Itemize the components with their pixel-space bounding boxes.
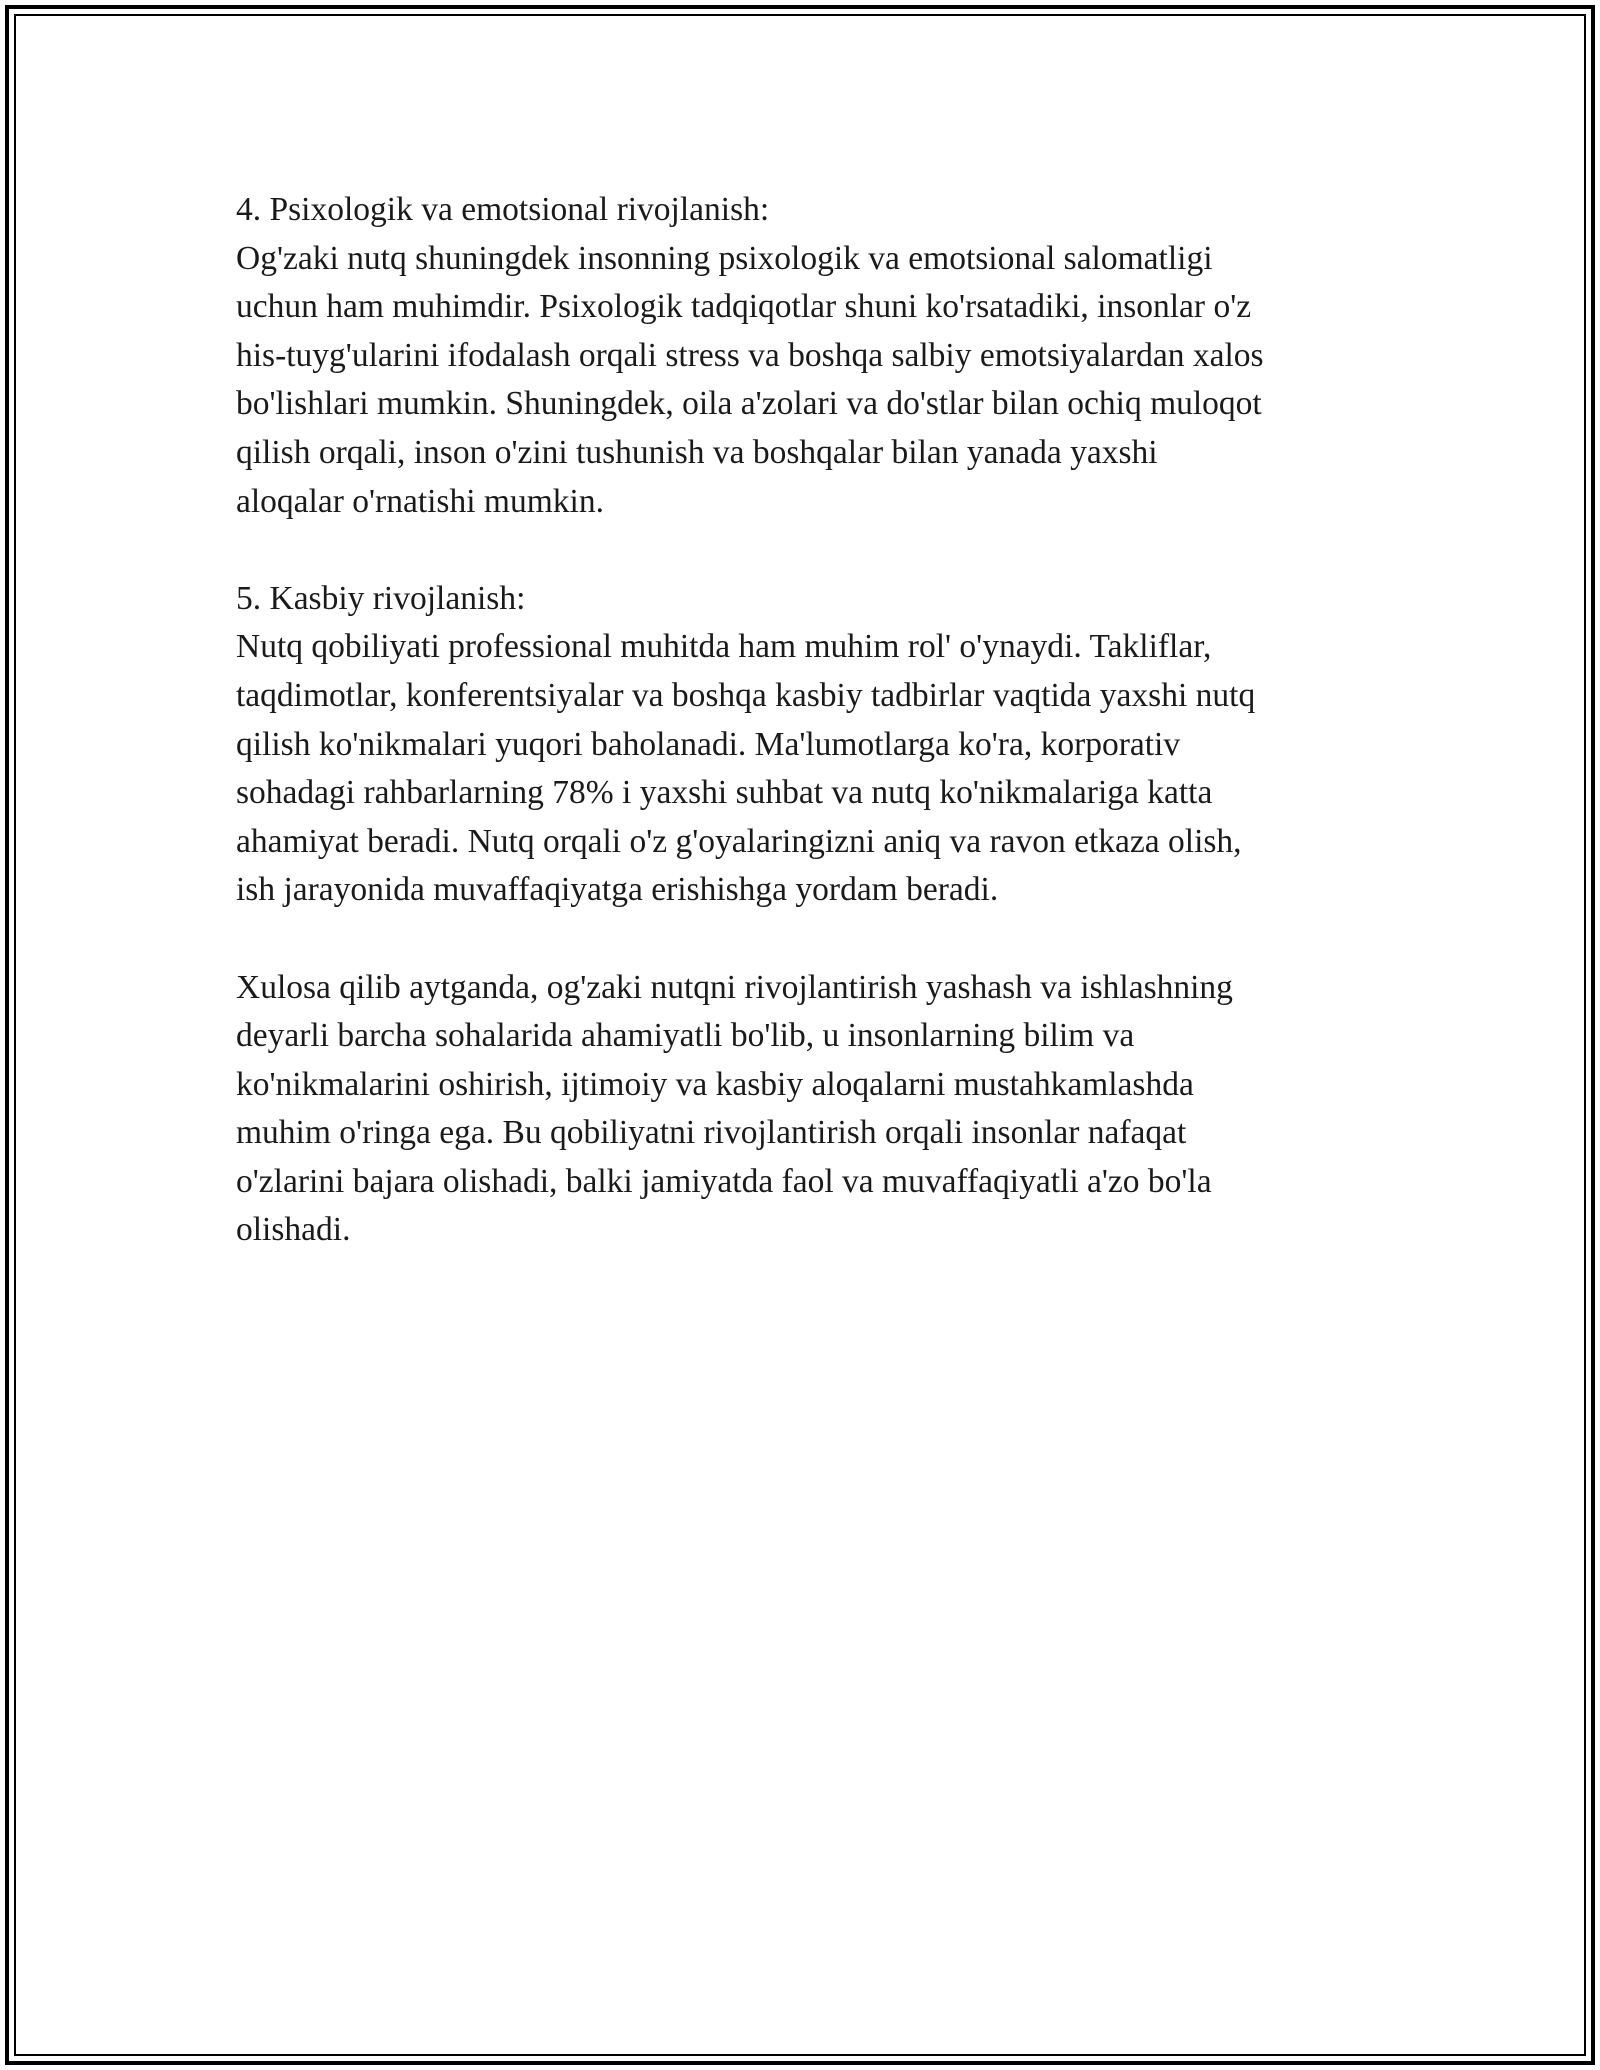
paragraph-line: muhim o'ringa ega. Bu qobiliyatni rivojlantirish orqali insonlar nafaqat xyxy=(236,1114,1187,1152)
paragraph-spacer xyxy=(236,915,1396,964)
paragraph-line: Nutq qobiliyati professional muhitda ham muhim rol' o'ynaydi. Takliflar, xyxy=(236,628,1212,666)
paragraph-line: his-tuyg'ularini ifodalash orqali stress va boshqa salbiy emotsiyalardan xalos xyxy=(236,336,1264,374)
paragraph-line: qilish ko'nikmalari yuqori baholanadi. Ma'lumotlarga ko'ra, korporativ xyxy=(236,725,1181,763)
paragraph-line: aloqalar o'rnatishi mumkin. xyxy=(236,482,604,520)
paragraph-line: olishadi. xyxy=(236,1211,351,1249)
section-heading: 4. Psixologik va emotsional rivojlanish: xyxy=(236,191,770,228)
paragraph-line: bo'lishlari mumkin. Shuningdek, oila a'zolari va do'stlar bilan ochiq muloqot xyxy=(236,385,1262,423)
paragraph-line: o'zlarini bajara olishadi, balki jamiyatda faol va muvaffaqiyatli a'zo bo'la xyxy=(236,1162,1212,1200)
document-body xyxy=(236,186,1396,1255)
paragraph-line: ahamiyat beradi. Nutq orqali o'z g'oyalaringizni aniq va ravon etkaza olish, xyxy=(236,822,1242,860)
paragraph-line: qilish orqali, inson o'zini tushunish va boshqalar bilan yanada yaxshi xyxy=(236,433,1158,471)
paragraph-line: Og'zaki nutq shuningdek insonning psixologik va emotsional salomatligi xyxy=(236,239,1213,277)
section-professional xyxy=(236,575,1396,915)
paragraph-line: Xulosa qilib aytganda, og'zaki nutqni rivojlantirish yashash va ishlashning xyxy=(236,968,1233,1006)
paragraph-line: ish jarayonida muvaffaqiyatga erishishga yordam beradi. xyxy=(236,871,999,909)
conclusion-paragraph xyxy=(236,964,1396,1256)
section-paragraph xyxy=(236,623,1396,915)
section-psychological xyxy=(236,186,1396,526)
paragraph-line: uchun ham muhimdir. Psixologik tadqiqotlar shuni ko'rsatadiki, insonlar o'z xyxy=(236,288,1252,326)
paragraph-line: deyarli barcha sohalarida ahamiyatli bo'lib, u insonlarning bilim va xyxy=(236,1017,1135,1055)
section-paragraph xyxy=(236,235,1396,527)
section-heading: 5. Kasbiy rivojlanish: xyxy=(236,579,526,617)
paragraph-line: taqdimotlar, konferentsiyalar va boshqa kasbiy tadbirlar vaqtida yaxshi nutq xyxy=(236,676,1256,714)
paragraph-line: sohadagi rahbarlarning 78% i yaxshi suhbat va nutq ko'nikmalariga katta xyxy=(236,774,1213,812)
paragraph-spacer xyxy=(236,526,1396,575)
paragraph-line: ko'nikmalarini oshirish, ijtimoiy va kasbiy aloqalarni mustahkamlashda xyxy=(236,1065,1194,1103)
